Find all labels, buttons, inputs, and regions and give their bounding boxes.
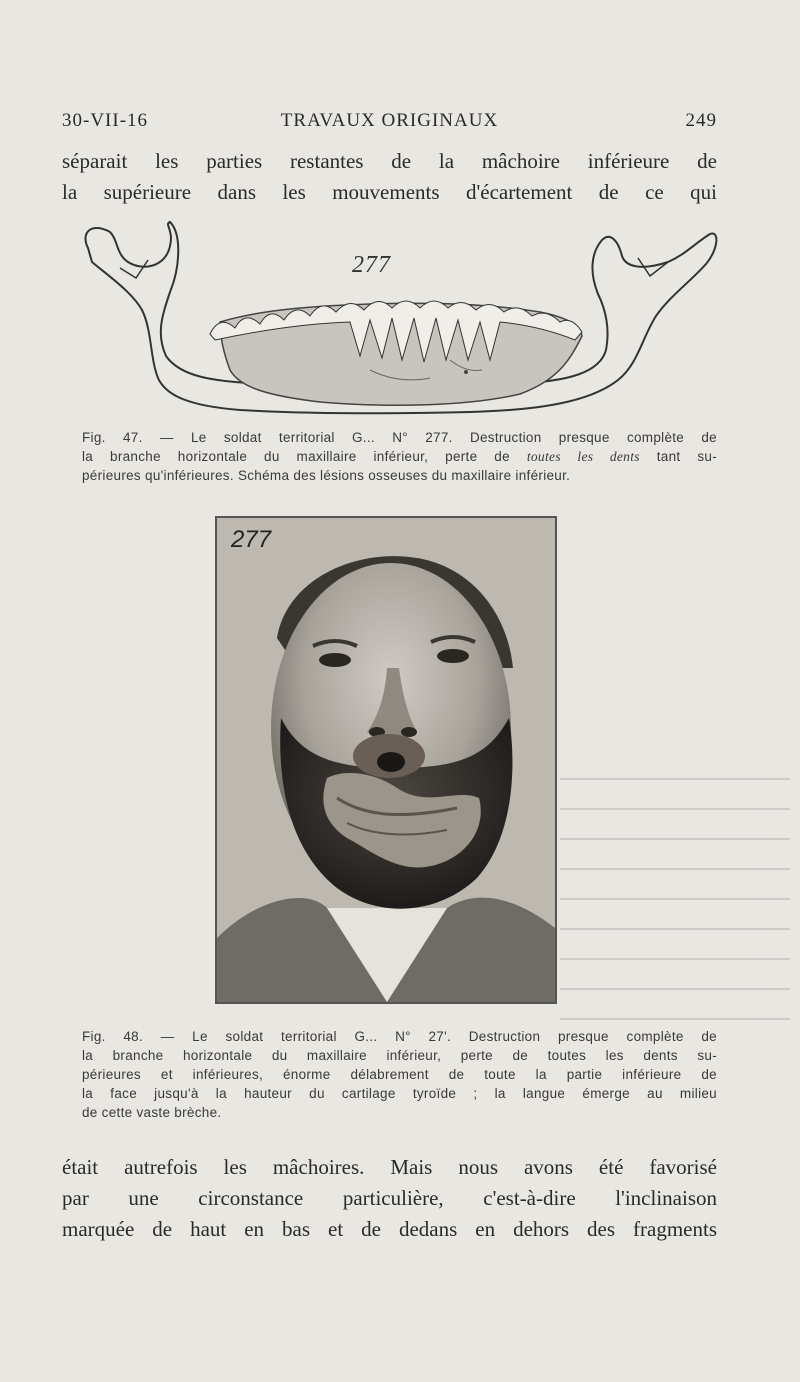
caption-italic: toutes les dents bbox=[526, 449, 640, 464]
caption-text: la branche horizontale du maxillaire inférieur, perte de bbox=[82, 449, 527, 464]
figure47-caption bbox=[82, 428, 717, 485]
patient-photograph bbox=[215, 516, 557, 1004]
figure48-caption bbox=[82, 1027, 717, 1122]
running-head-date: 30-VII-16 bbox=[62, 110, 149, 131]
mandible-diagram bbox=[70, 210, 720, 420]
caption-text: tant su- bbox=[639, 449, 717, 464]
body-paragraph-top bbox=[62, 146, 717, 208]
caption-line: la branche horizontale du maxillaire inférieur, perte de toutes les dents su- bbox=[82, 1048, 717, 1063]
body-paragraph-bottom bbox=[62, 1152, 717, 1245]
photo-illustration bbox=[217, 518, 555, 1002]
page-number: 249 bbox=[685, 110, 717, 131]
right-eye bbox=[437, 649, 469, 663]
left-coronoid-notch bbox=[120, 260, 148, 278]
running-head-title: TRAVAUX ORIGINAUX bbox=[280, 110, 499, 131]
body-line: séparait les parties restantes de la mâchoire inférieure de bbox=[62, 149, 717, 173]
figure47-label: 277 bbox=[352, 252, 391, 278]
caption-line: la face jusqu'à la hauteur du cartilage tyroïde ; la langue émerge au milieu bbox=[82, 1086, 717, 1101]
caption-line: Fig. 47. — Le soldat territorial G... N° 277. Destruction presque complète de bbox=[82, 430, 717, 445]
body-line: marquée de haut en bas et de dedans en dehors des fragments bbox=[62, 1217, 717, 1241]
body-line: par une circonstance particulière, c'est-à-dire l'inclinaison bbox=[62, 1186, 717, 1210]
body-line: était autrefois les mâchoires. Mais nous avons été favorisé bbox=[62, 1155, 717, 1179]
figure48-label: 277 bbox=[231, 526, 272, 553]
running-head bbox=[62, 110, 717, 140]
body-line: la supérieure dans les mouvements d'écartement de ce qui bbox=[62, 180, 717, 204]
caption-line bbox=[82, 447, 717, 466]
caption-line: périeures et inférieures, énorme délabrement de toute la partie inférieure de bbox=[82, 1067, 717, 1082]
left-eye bbox=[319, 653, 351, 667]
caption-line: de cette vaste brèche. bbox=[82, 1105, 222, 1120]
caption-line: Fig. 48. — Le soldat territorial G... N° 27'. Destruction presque complète de bbox=[82, 1029, 717, 1044]
caption-line: périeures qu'inférieures. Schéma des lésions osseuses du maxillaire inférieur. bbox=[82, 468, 571, 483]
bleed-through bbox=[560, 760, 790, 1020]
